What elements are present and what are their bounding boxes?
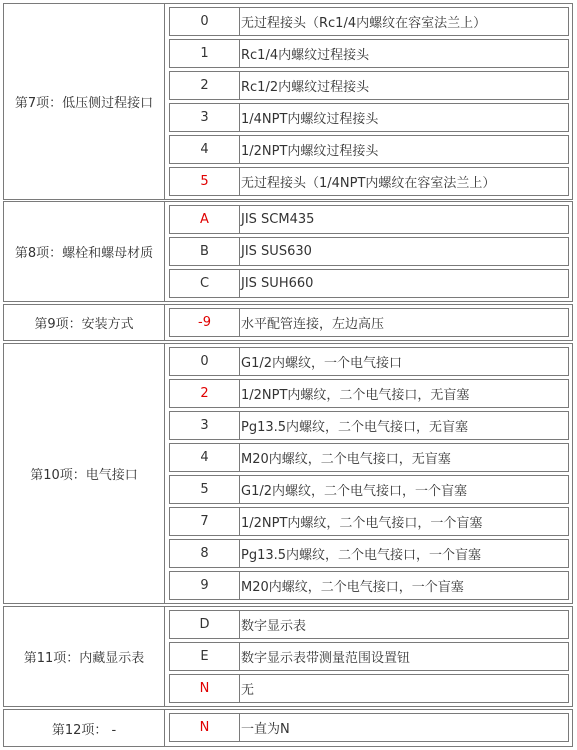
option-code: C xyxy=(170,270,240,297)
option-code: 9 xyxy=(170,572,240,599)
table-row xyxy=(169,347,569,376)
option-code: D xyxy=(170,611,240,638)
table-row xyxy=(169,39,569,68)
option-description: 1/4NPT内螺纹过程接头 xyxy=(241,112,379,127)
option-code: 5 xyxy=(170,168,240,195)
option-code: 4 xyxy=(170,136,240,163)
option-code: E xyxy=(170,643,240,670)
option-description: Rc1/2内螺纹过程接头 xyxy=(241,80,370,95)
section-label: 第11项：内藏显示表 xyxy=(4,607,165,706)
option-code: N xyxy=(170,675,240,702)
table-row xyxy=(169,308,569,337)
table-row xyxy=(169,539,569,568)
section-label: 第12项： - xyxy=(4,710,165,746)
option-description: G1/2内螺纹，二个电气接口，一个盲塞 xyxy=(241,484,467,499)
option-code: 1 xyxy=(170,40,240,67)
table-row xyxy=(169,507,569,536)
section-item-9 xyxy=(3,304,573,341)
section-item-11 xyxy=(3,606,573,707)
option-description: 1/2NPT内螺纹过程接头 xyxy=(241,144,379,159)
section-item-12 xyxy=(3,709,573,747)
option-description: 无过程接头（Rc1/4内螺纹在容室法兰上） xyxy=(241,16,487,31)
table-row xyxy=(169,379,569,408)
section-label: 第10项：电气接口 xyxy=(4,344,165,603)
option-description: Pg13.5内螺纹，二个电气接口，无盲塞 xyxy=(241,420,469,435)
option-code: 8 xyxy=(170,540,240,567)
section-item-10 xyxy=(3,343,573,604)
option-description: 1/2NPT内螺纹，二个电气接口，无盲塞 xyxy=(241,388,470,403)
option-description: 数字显示表带测量范围设置钮 xyxy=(241,651,411,666)
option-description: JIS SUS630 xyxy=(241,244,312,259)
table-row xyxy=(169,610,569,639)
table-row xyxy=(169,475,569,504)
option-description: JIS SCM435 xyxy=(241,212,315,227)
option-code: -9 xyxy=(170,309,240,336)
option-description: 水平配管连接，左边高压 xyxy=(241,317,385,332)
table-row xyxy=(169,237,569,266)
option-code: 2 xyxy=(170,72,240,99)
table-row xyxy=(169,443,569,472)
option-code: 0 xyxy=(170,8,240,35)
option-description: 无 xyxy=(241,683,255,698)
option-description: JIS SUH660 xyxy=(241,276,314,291)
section-item-8 xyxy=(3,201,573,302)
option-description: 一直为N xyxy=(241,722,290,737)
table-row xyxy=(169,642,569,671)
section-label: 第8项：螺栓和螺母材质 xyxy=(4,202,165,301)
option-description: 无过程接头（1/4NPT内螺纹在容室法兰上） xyxy=(241,176,496,191)
table-row xyxy=(169,269,569,298)
table-row xyxy=(169,571,569,600)
option-description: Pg13.5内螺纹，二个电气接口，一个盲塞 xyxy=(241,548,482,563)
option-description: 1/2NPT内螺纹，二个电气接口，一个盲塞 xyxy=(241,516,483,531)
option-code: 2 xyxy=(170,380,240,407)
option-description: 数字显示表 xyxy=(241,619,307,634)
option-description: G1/2内螺纹，一个电气接口 xyxy=(241,356,402,371)
option-description: Rc1/4内螺纹过程接头 xyxy=(241,48,370,63)
table-row xyxy=(169,167,569,196)
table-row xyxy=(169,103,569,132)
table-row xyxy=(169,713,569,742)
table-row xyxy=(169,71,569,100)
table-row xyxy=(169,7,569,36)
section-label: 第9项：安装方式 xyxy=(4,305,165,340)
option-code: 3 xyxy=(170,412,240,439)
section-item-7 xyxy=(3,3,573,200)
option-code: B xyxy=(170,238,240,265)
option-code: N xyxy=(170,714,240,741)
option-code: 7 xyxy=(170,508,240,535)
option-code: 0 xyxy=(170,348,240,375)
option-description: M20内螺纹，二个电气接口，无盲塞 xyxy=(241,452,451,467)
option-code: 5 xyxy=(170,476,240,503)
table-row xyxy=(169,205,569,234)
section-label: 第7项：低压侧过程接口 xyxy=(4,4,165,199)
option-code: A xyxy=(170,206,240,233)
option-code: 4 xyxy=(170,444,240,471)
table-row xyxy=(169,674,569,703)
table-row xyxy=(169,411,569,440)
table-row xyxy=(169,135,569,164)
option-description: M20内螺纹，二个电气接口，一个盲塞 xyxy=(241,580,464,595)
option-code: 3 xyxy=(170,104,240,131)
